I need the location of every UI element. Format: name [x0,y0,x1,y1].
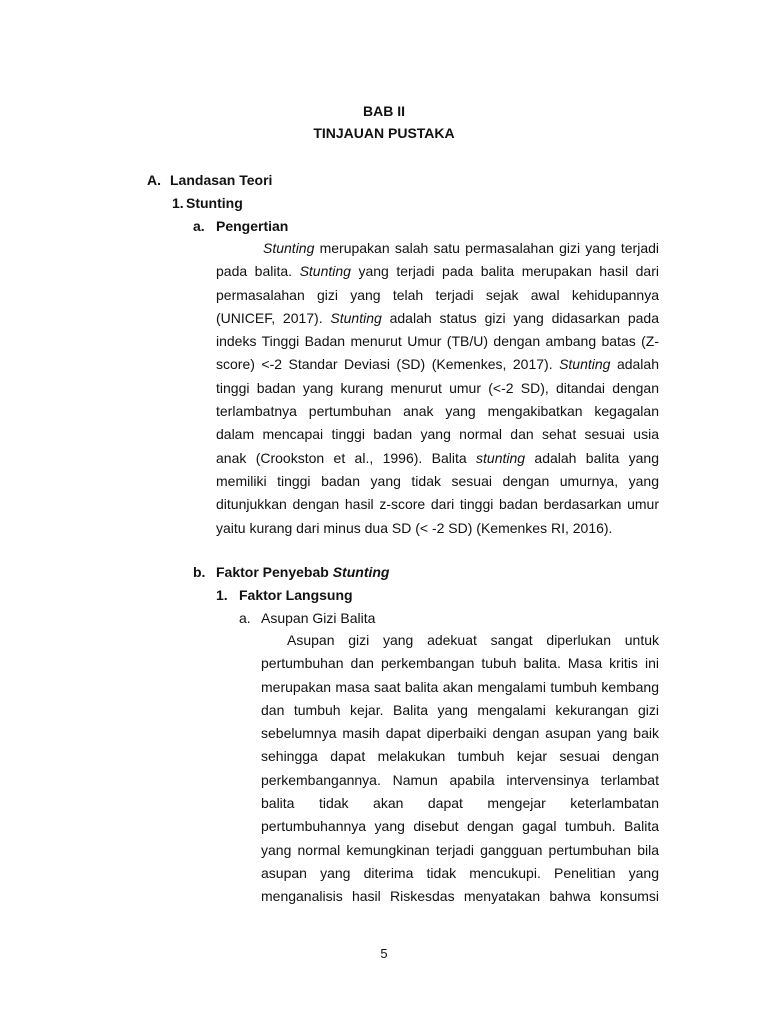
paragraph-line: Stunting merupakan salah satu permasalahan gizi yang terjadi [263,240,659,256]
paragraph-line: sehingga dapat melakukan tumbuh kejar sesuai dengan [261,748,659,765]
chapter-heading: BAB II [363,103,405,119]
item-a-marker: a. [193,218,205,234]
paragraph-line: sebelumnya masih dapat diperbaiki dengan asupan yang baik [261,725,659,742]
paragraph-line: yang normal kemungkinan terjadi gangguan pertumbuhan bila [261,841,659,858]
paragraph-line: permasalahan gizi yang telah terjadi sejak awal kehidupannya [216,286,659,303]
item-b-heading [193,564,389,580]
paragraph-line: tinggi badan yang kurang menurut umur (<-2 SD), ditandai dengan [216,379,659,396]
subsection-1-marker: 1. [172,195,184,211]
factor-1a-heading [239,610,375,626]
paragraph-line: asupan yang diterima tidak mencukupi. Penelitian yang [261,864,659,881]
paragraph-line: yaitu kurang dari minus dua SD (< -2 SD) (Kemenkes RI, 2016). [216,519,613,536]
paragraph-asupan [261,629,659,909]
subsection-1-heading [172,195,243,211]
paragraph-line: score) <-2 Standar Deviasi (SD) (Kemenkes, 2017). Stunting adalah [216,356,659,373]
section-a-heading [147,172,272,188]
paragraph-line: terlambatnya pertumbuhan anak yang mengakibatkan kegagalan [216,403,659,420]
paragraph-line: dalam mencapai tinggi badan yang normal dan sehat sesuai usia [216,426,659,443]
factor-1a-label: Asupan Gizi Balita [261,610,376,626]
paragraph-line: indeks Tinggi Badan menurut Umur (TB/U) dengan ambang batas (Z- [216,333,659,350]
item-a-label: Pengertian [216,218,289,234]
factor-1a-marker: a. [239,610,251,626]
paragraph-line: dan tumbuh kejar. Balita yang mengalami kekurangan gizi [261,701,659,718]
paragraph-line: anak (Crookston et al., 1996). Balita stunting adalah balita yang [216,449,659,466]
item-b-label-italic: Stunting [332,564,390,580]
paragraph-line: pada balita. Stunting yang terjadi pada balita merupakan hasil dari [216,263,659,280]
section-a-marker: A. [147,172,161,188]
factor-1-marker: 1. [216,587,228,603]
paragraph-pengertian [216,237,659,540]
chapter-title: TINJAUAN PUSTAKA [313,125,455,141]
paragraph-line: merupakan masa saat balita akan mengalami tumbuh kembang [261,678,659,695]
section-a-label: Landasan Teori [170,172,273,188]
page-number: 5 [380,946,388,961]
paragraph-line: pertumbuhannya yang disebut dengan gagal tumbuh. Balita [261,818,659,835]
item-b-label: Faktor Penyebab [216,564,329,580]
paragraph-line: balita tidak akan dapat mengejar keterlambatan [261,795,659,812]
factor-1-heading [216,587,353,603]
factor-1-label: Faktor Langsung [239,587,353,603]
item-a-heading [193,218,288,234]
paragraph-line: (UNICEF, 2017). Stunting adalah status gizi yang didasarkan pada [216,309,659,326]
paragraph-line: pertumbuhan dan perkembangan tubuh balita. Masa kritis ini [261,655,659,672]
paragraph-line: memiliki tinggi badan yang tidak sesuai dengan umurnya, yang [216,472,659,489]
paragraph-line: perkembangannya. Namun apabila intervensinya terlambat [261,771,659,788]
paragraph-line: ditunjukkan dengan hasil z-score dari tinggi badan berdasarkan umur [216,496,659,513]
paragraph-line: menganalisis hasil Riskesdas menyatakan bahwa konsumsi [261,888,659,905]
item-b-marker: b. [193,564,206,580]
paragraph-line: Asupan gizi yang adekuat sangat diperlukan untuk [287,632,659,648]
subsection-1-label: Stunting [186,195,243,211]
